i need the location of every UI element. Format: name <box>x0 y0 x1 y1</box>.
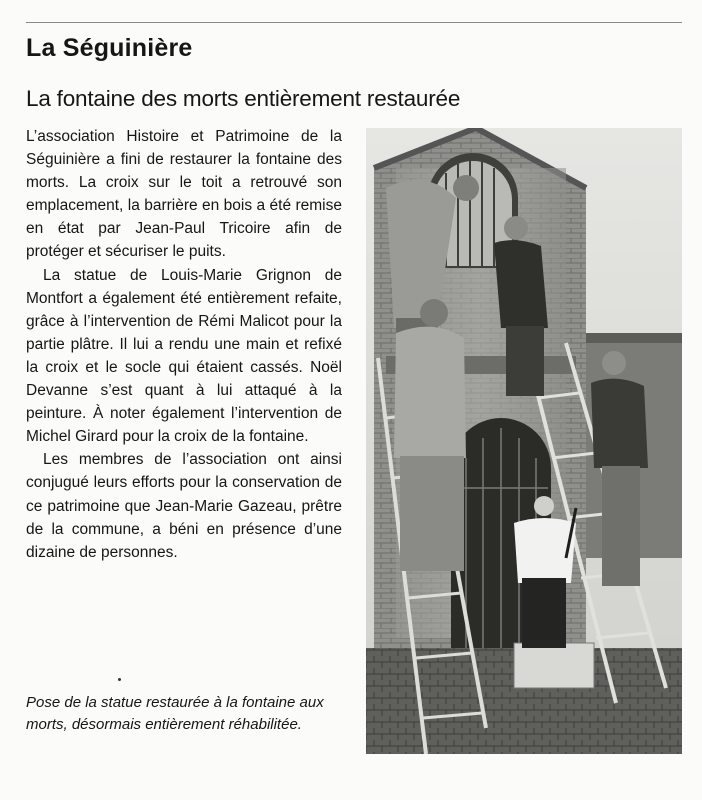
article-photo <box>366 128 682 754</box>
article-body <box>26 125 342 564</box>
top-rule <box>26 22 682 23</box>
article-headline: La fontaine des morts entièrement restaurée <box>26 86 461 111</box>
section-title: La Séguinière <box>26 34 193 62</box>
photo-caption: Pose de la statue restaurée à la fontaine aux morts, désormais entièrement réhabilitée. <box>26 694 324 733</box>
photo-illustration <box>366 128 682 754</box>
article-paragraph-3: Les membres de l’association ont ainsi conjugué leurs efforts pour la conservation de ce patrimoine que Jean-Marie Gazeau, prêtre de la commune, a béni en présence d’une dizaine de personnes. <box>26 451 342 561</box>
article-paragraph-1: L’association Histoire et Patrimoine de la Séguinière a fini de restaurer la fontaine des morts. La croix sur le toit a retrouvé son emplacement, la barrière en bois a été remise en état par Jean-Paul Tricoire afin de protéger et sécuriser le puits. <box>26 128 342 261</box>
ink-dot <box>118 678 121 681</box>
article-paragraph-2: La statue de Louis-Marie Grignon de Montfort a également été entièrement refaite, grâce à l’intervention de Rémi Malicot pour la partie plâtre. Il lui a rendu une main et refixé la croix et le socle qui étaient cassés. Noël Devanne s’est quant à lui attaqué à la peinture. À noter également l’intervention de Michel Girard pour la croix de la fontaine. <box>26 266 342 446</box>
